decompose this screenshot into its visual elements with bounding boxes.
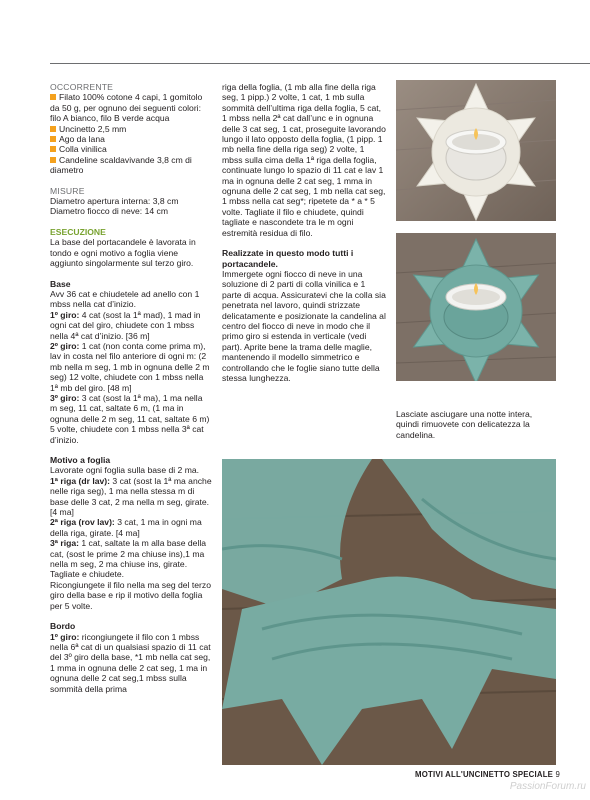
top-rule xyxy=(50,63,590,64)
realizzate-heading: Realizzate in questo modo tutti i portacandele. xyxy=(222,248,354,269)
base-heading: Base xyxy=(50,278,71,289)
text-column-2 xyxy=(222,82,386,383)
bullet-square-icon xyxy=(50,136,56,142)
instruction-giro-2: 2º giro: 1 cat (non conta come prima m), lav in costa nel filo anteriore di ogni m: (2 mb nella m seg, 1 mb in ognuna delle 2 m seg) 12 volte, chiudete con 1 mbss nella 1ª mb del giro. [48 m] xyxy=(50,340,210,393)
esecuzione-text: La base del portacandele è lavorata in tondo e ogni motivo a foglia viene aggiunto singolarmente sul terzo giro. xyxy=(50,237,196,269)
bullet-square-icon xyxy=(50,126,56,132)
instruction-riga-1: 1ª riga (dr lav): 3 cat (sost la 1ª ma anche nelle riga seg), 1 ma nella stessa m di base delle 3 cat, 2 ma nella m seg, girate. [4 ma] xyxy=(50,475,212,518)
instruction-riga-3: 3ª riga: 1 cat, saltate la m alla base della cat, (sost le prime 2 ma chiuse ins),1 ma nella m seg, 2 ma chiuse ins, girate. Tagliate e chiudete. xyxy=(50,538,207,580)
photo-caption: Lasciate asciugare una notte intera, quindi rimuovete con delicatezza la candelina. xyxy=(396,409,533,440)
occorrente-item: Uncinetto 2,5 mm xyxy=(50,124,212,134)
photo-crochet-closeup xyxy=(222,459,556,765)
occorrente-item: Ago da lana xyxy=(50,134,212,144)
motivo-heading: Motivo a foglia xyxy=(50,455,111,465)
base-intro: Avv 36 cat e chiudetele ad anello con 1 mbss nella cat d’inizio. xyxy=(50,288,200,310)
motivo-intro: Lavorate ogni foglia sulla base di 2 ma. xyxy=(50,465,200,476)
esecuzione-heading: ESECUZIONE xyxy=(50,226,106,237)
white-snowflake-illustration xyxy=(396,80,556,221)
ricongiungete-text: Ricongiungete il filo nella ma seg del terzo giro della base e rip il motivo della foglia per 5 volte. xyxy=(50,579,211,611)
continuation-text: riga della foglia, (1 mb alla fine della riga seg, 1 pipp.) 2 volte, 1 cat, 1 mb sulla sommità dell’ultima riga della foglia, 5 cat, 1 mbss nella 2ª cat dall’unc e in ognuna delle 3 cat seg, 1 cat, proseguite lavorando lungo il lato opposto della foglia, (1 pipp. 1 mb nella fine della riga seg) 2 volte, 1 mbss sulla cima della 1ª riga della foglia, continuate lungo lo spazio di 11 cat e lav 1 ma in ognuna delle 2 cat seg, 1 mma in ognuna delle 2 cat seg, 1 mb nella cat seg, 1 mbss nella cat seg*; ripetete da * a * 5 volte. Tagliate il filo e chiudete, quindi tagliate e nascondete tra le m ogni estremità residua di filo. xyxy=(222,82,386,238)
magazine-title: MOTIVI ALL'UNCINETTO SPECIALE xyxy=(415,770,554,779)
misure-line: Diametro apertura interna: 3,8 cm xyxy=(50,196,179,207)
crochet-closeup-illustration xyxy=(222,459,556,765)
instruction-giro-1: 1º giro: 4 cat (sost la 1ª mad), 1 mad in ogni cat del giro, chiudete con 1 mbss nella 4ª cat d’inizio. [36 m] xyxy=(50,309,201,341)
instruction-giro-3: 3º giro: 3 cat (sost la 1ª ma), 1 ma nella m seg, 11 cat, saltate 6 m, (1 ma in ognuna delle 2 m seg, 11 cat, saltate 6 m) 5 volte, chiudete con 1 mbss nella 3ª cat d’inizio. xyxy=(50,392,210,445)
page-footer xyxy=(400,770,560,779)
text-column-1 xyxy=(50,82,212,694)
bullet-square-icon xyxy=(50,146,56,152)
photo-teal-candle-holder xyxy=(396,233,556,381)
instruction-bordo-1: 1º giro: ricongiungete il filo con 1 mbss nella 6ª cat di un qualsiasi spazio di 11 cat del 3º giro della base, *1 mb nella cat seg, 1 mma in ognuna delle 2 cat seg, 1 ma in ognuna delle 2 cat seg,1 mbss sulla sommità della prima xyxy=(50,631,211,694)
realizzate-text: Immergete ogni fiocco di neve in una soluzione di 2 parti di colla vinilica e 1 parte di acqua. Assicuratevi che la colla sia penetrata nel lavoro, quindi strizzate delicatamente e posizionate la candelina al centro del fiocco di neve in modo che il primo giro si estenda in verticale (vedi part). Aprite bene la trama delle maglie, mantenendo il modello simmetrico e controllando che le foglie siano tutte della stessa lunghezza. xyxy=(222,268,386,383)
occorrente-heading: OCCORRENTE xyxy=(50,82,114,92)
teal-snowflake-illustration xyxy=(396,233,556,381)
occorrente-item: Filato 100% cotone 4 capi, 1 gomitolo da 50 g, per ognuno dei seguenti colori: filo A bianco, filo B verde acqua xyxy=(50,92,203,124)
photo-white-candle-holder xyxy=(396,80,556,221)
bordo-heading: Bordo xyxy=(50,621,76,632)
page-number: 9 xyxy=(555,770,560,779)
misure-line: Diametro fiocco di neve: 14 cm xyxy=(50,206,168,217)
occorrente-item: Candeline scaldavivande 3,8 cm di diametro xyxy=(50,154,192,176)
watermark: PassionForum.ru xyxy=(509,781,586,792)
occorrente-item: Colla vinilica xyxy=(50,144,212,154)
instruction-riga-2: 2ª riga (rov lav): 3 cat, 1 ma in ogni ma della riga, girate. [4 ma] xyxy=(50,517,202,538)
bullet-square-icon xyxy=(50,94,56,100)
misure-heading: MISURE xyxy=(50,185,85,196)
bullet-square-icon xyxy=(50,157,56,163)
